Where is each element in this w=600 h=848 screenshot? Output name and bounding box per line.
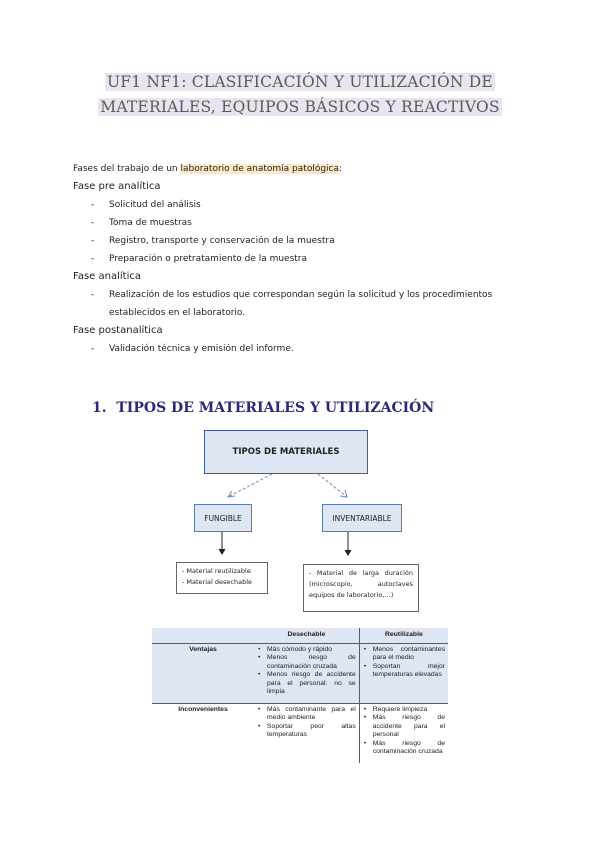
phase-heading: Fase pre analítica — [73, 181, 161, 192]
list-item: - Validación técnica y emisión del informe. — [91, 344, 294, 354]
list-item: - Toma de muestras — [91, 218, 192, 228]
table-cell-desechable — [254, 703, 359, 763]
diagram-inventariable-box: INVENTARIABLE — [322, 504, 402, 532]
arrowhead-inventariable — [345, 550, 351, 555]
highlighted-text: laboratorio de anatomía patológica — [180, 164, 340, 174]
list-item: - Registro, transporte y conservación de la muestra — [91, 236, 335, 246]
bullet-item: • Menos riesgo de accidente para el personal: no se limpia — [267, 671, 356, 697]
table-header: Reutilizable — [359, 628, 448, 643]
phase-heading: Fase analítica — [73, 271, 141, 282]
list-item: - Realización de los estudios que correspondan según la solicitud y los procedimientos establecidos en el laboratorio. — [91, 290, 493, 318]
bullet-item: • Más riesgo de accidente para el personal — [373, 714, 445, 740]
connector-left — [228, 474, 272, 497]
arrowhead-fungible — [219, 549, 225, 554]
comparison-table — [152, 628, 448, 763]
diagram-fungible-box: FUNGIBLE — [194, 504, 252, 532]
bullet-item: • Requiere limpieza — [373, 706, 445, 715]
fungible-items-box — [176, 562, 268, 594]
table-row — [152, 703, 448, 763]
table-row — [152, 643, 448, 703]
bullet-item: • Soportar peor altas temperaturas — [267, 723, 356, 740]
bullet-item: • Menos contaminantes para el medio — [373, 646, 445, 663]
section-heading: 1. TIPOS DE MATERIALES Y UTILIZACIÓN — [92, 400, 435, 416]
bullet-item: • Más contaminante para el medio ambiente — [267, 706, 356, 723]
table-cell-reutilizable — [359, 643, 448, 703]
intro-lead: Fases del trabajo de un laboratorio de anatomía patológica: — [73, 164, 343, 174]
table-header-row — [152, 628, 448, 643]
bullet-item: • Más riesgo de contaminación cruzada — [373, 740, 445, 757]
table-header — [152, 628, 254, 643]
table-header: Desechable — [254, 628, 359, 643]
list-item: - Solicitud del análisis — [91, 200, 201, 210]
list-item: - Preparación o pretratamiento de la muestra — [91, 254, 308, 264]
table-cell-reutilizable — [359, 703, 448, 763]
document-title: UF1 NF1: CLASIFICACIÓN Y UTILIZACIÓN DE MATERIALES, EQUIPOS BÁSICOS Y REACTIVOS — [100, 73, 500, 116]
phase-heading: Fase postanalítica — [73, 325, 163, 336]
fungible-item: - Material desechable — [182, 578, 253, 586]
inventariable-items-box: - Material de larga duración (microscopio, autoclaves equipos de laboratorio,…) — [303, 564, 419, 612]
row-label: Inconvenientes — [152, 703, 254, 763]
bullet-item: • Más cómodo y rápido — [267, 646, 356, 655]
fungible-item: - Material reutilizable — [182, 567, 251, 575]
bullet-item: • Menos riesgo de contaminación cruzada — [267, 654, 356, 671]
table-cell-desechable — [254, 643, 359, 703]
connector-right — [318, 474, 347, 497]
diagram-root-box: TIPOS DE MATERIALES — [204, 430, 368, 474]
bullet-item: • Soportan mejor temperaturas elevadas — [373, 663, 445, 680]
row-label: Ventajas — [152, 643, 254, 703]
